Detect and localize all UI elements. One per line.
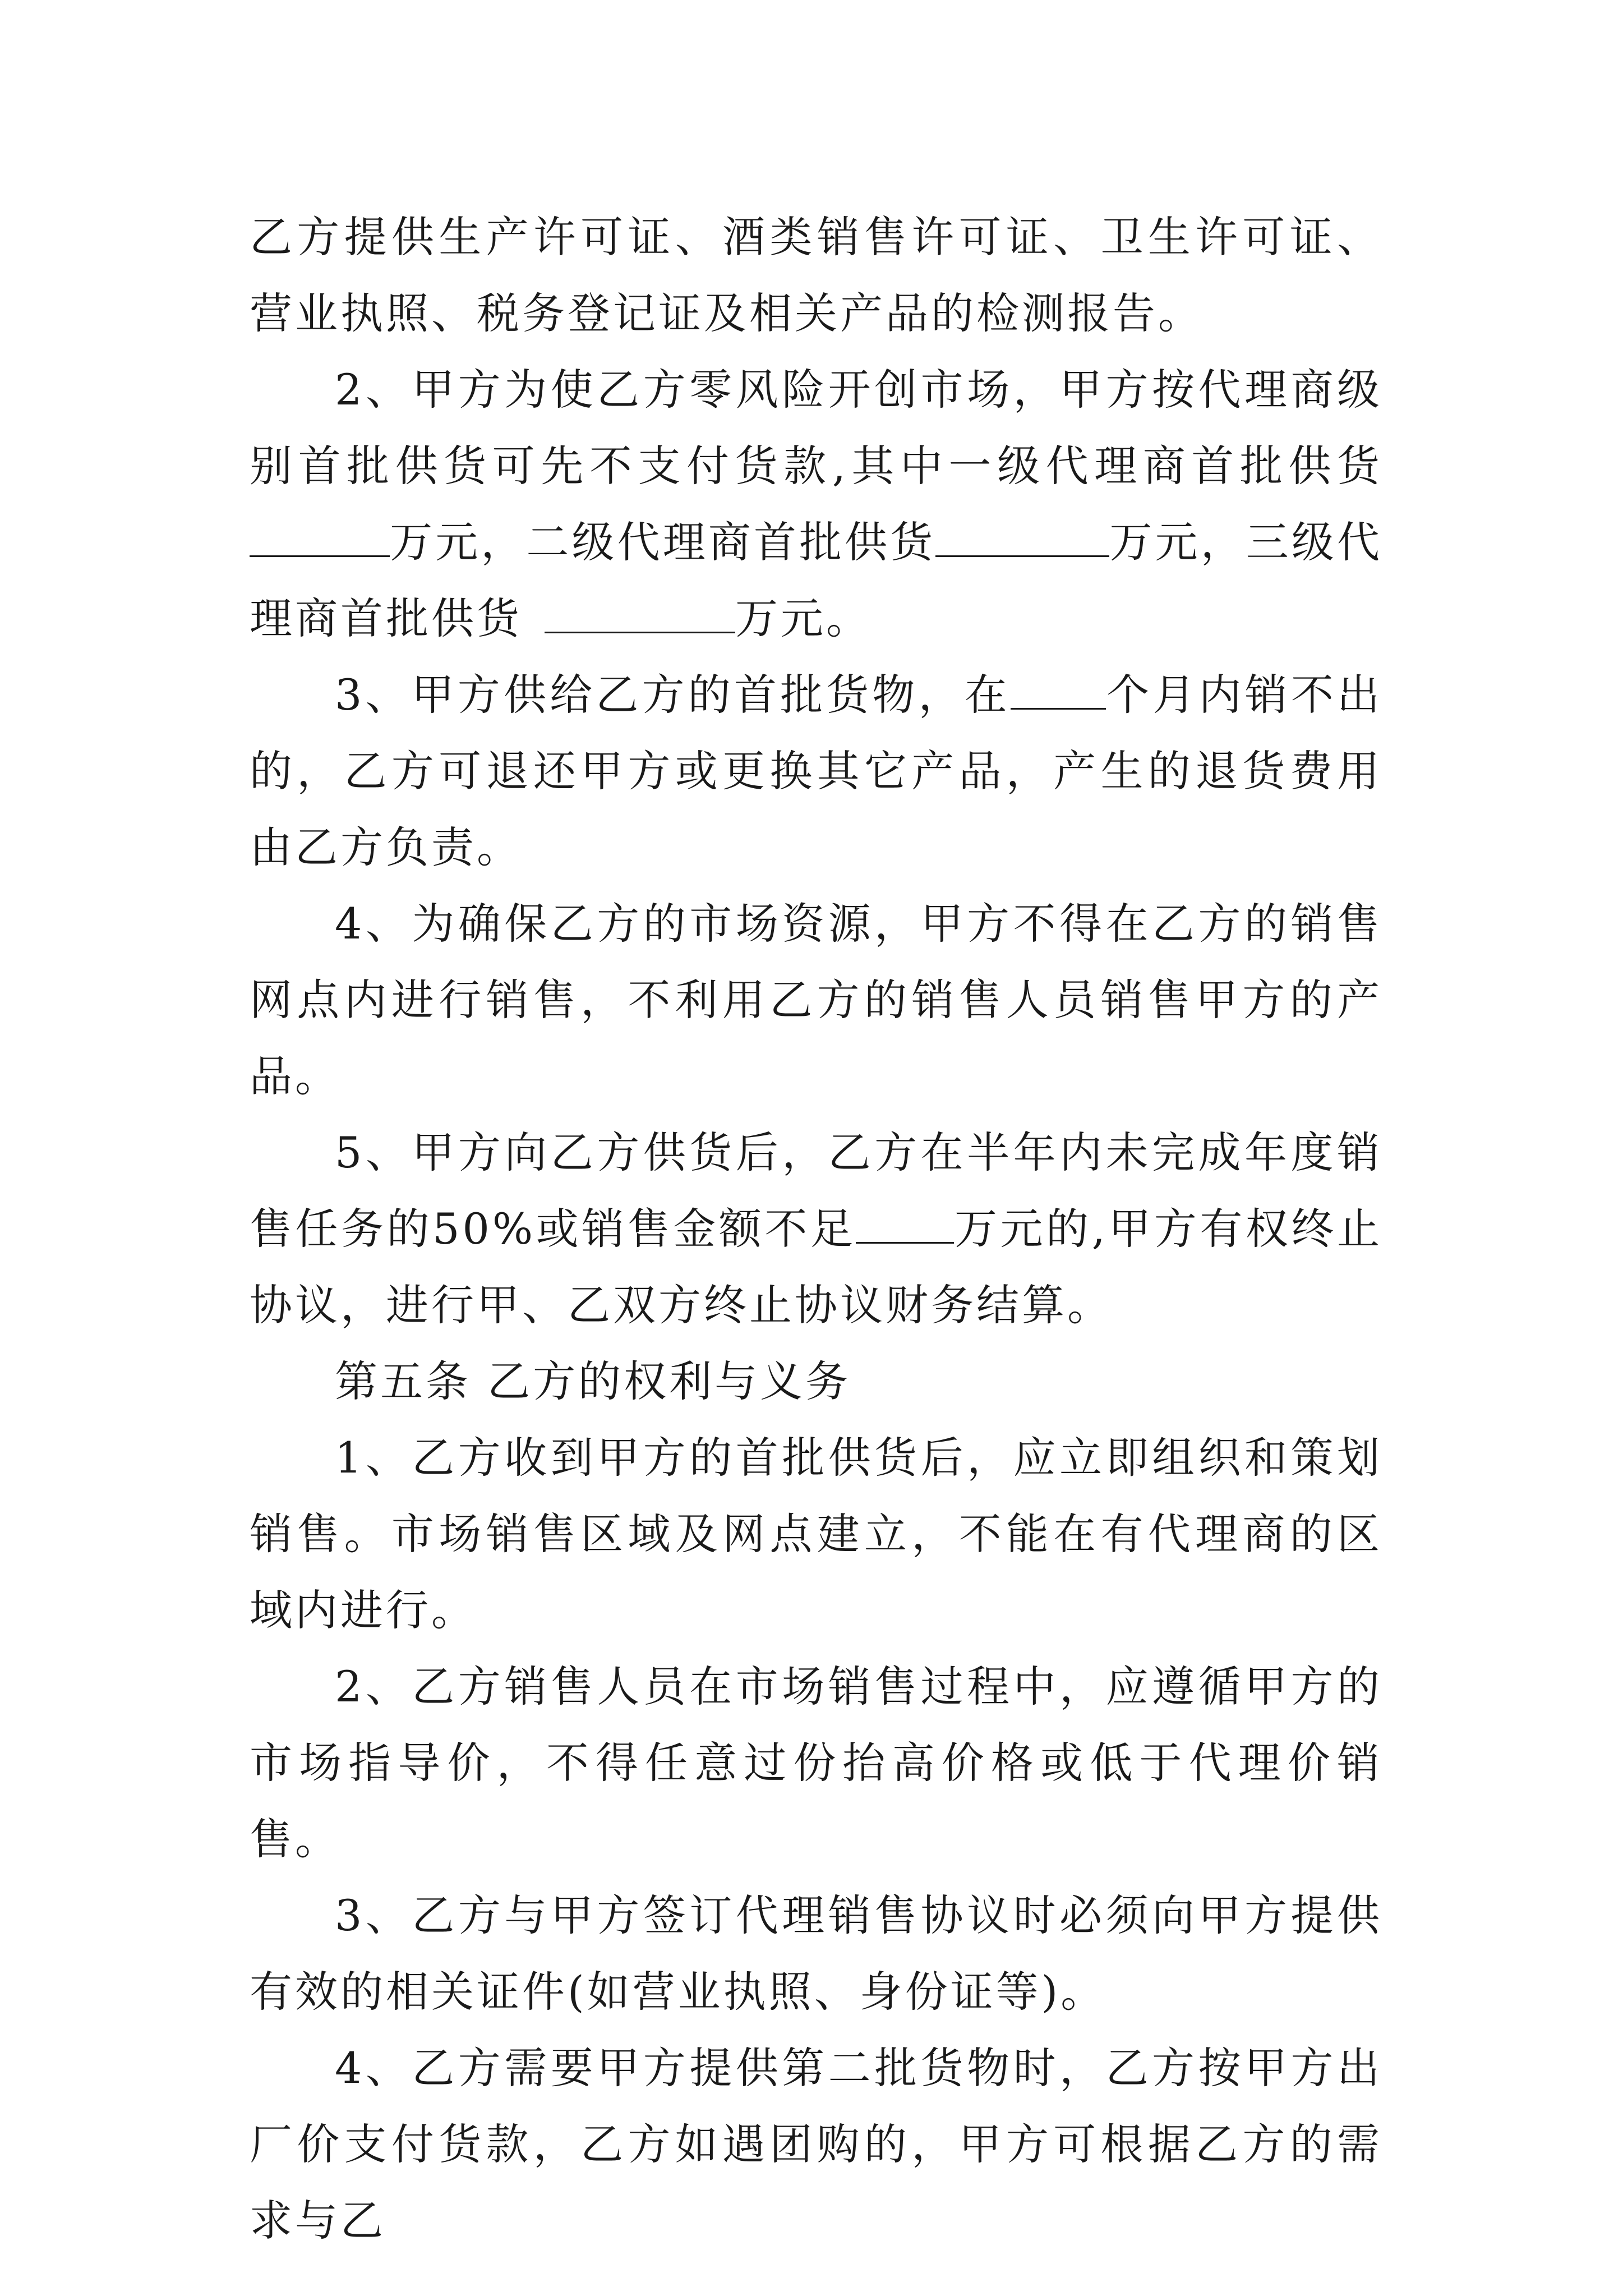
paragraph-organize-sales: 1、乙方收到甲方的首批供货后，应立即组织和策划销售。市场销售区域及网点建立，不能在有代理商的区域内进行。 [250,1433,1382,1635]
blank-months [1011,666,1106,710]
return-text-1: 3、甲方供给乙方的首批货物，在 [335,670,1011,720]
paragraph-market-resources: 4、为确保乙方的市场资源，甲方不得在乙方的销售网点内进行销售，不利用乙方的销售人员销售甲方的产品。 [250,899,1382,1101]
termination-text-2: 万元的,甲方有权终止协议，进行甲、乙双方终止协议财务结算。 [250,1204,1382,1330]
blank-level3-amount [545,590,735,633]
paragraph-termination [250,1115,1382,1343]
section-heading-article-5: 第五条 乙方的权利与义务 [335,1356,851,1406]
return-text-2: 个月内销不出的，乙方可退还甲方或更换其它产品，产生的退货费用由乙方负责。 [250,670,1383,872]
termination-text-1: 5、甲方向乙方供货后，乙方在半年内未完成年度销售任务的50%或销售金额不足 [250,1128,1382,1254]
first-batch-text-4: 万元。 [735,593,872,643]
paragraph-second-batch: 4、乙方需要甲方提供第二批货物时，乙方按甲方出厂价支付货款，乙方如遇团购的，甲方可根据乙方的需求与乙 [250,2043,1382,2246]
document-body [250,199,1382,2259]
paragraph-return-policy [250,657,1382,886]
paragraph-valid-documents: 3、乙方与甲方签订代理销售协议时必须向甲方提供有效的相关证件(如营业执照、身份证等)。 [250,1890,1382,2017]
first-batch-text-1: 2、甲方为使乙方零风险开创市场，甲方按代理商级别首批供货可先不支付货款,其中一级代理商首批供货 [250,365,1382,491]
paragraph-price-guidance: 2、乙方销售人员在市场销售过程中，应遵循甲方的市场指导价，不得任意过份抬高价格或低于代理价销售。 [250,1662,1382,1864]
blank-level1-amount [250,514,390,557]
blank-level2-amount [935,514,1109,557]
first-batch-text-2: 万元，二级代理商首批供货 [390,517,936,567]
paragraph-license-docs: 乙方提供生产许可证、酒类销售许可证、卫生许可证、营业执照、税务登记证及相关产品的检测报告。 [250,212,1382,338]
first-batch-text-3: 万元，三级代理商首批供货 [250,517,1383,643]
paragraph-first-batch-supply [250,352,1382,657]
blank-sales-amount [856,1200,954,1244]
